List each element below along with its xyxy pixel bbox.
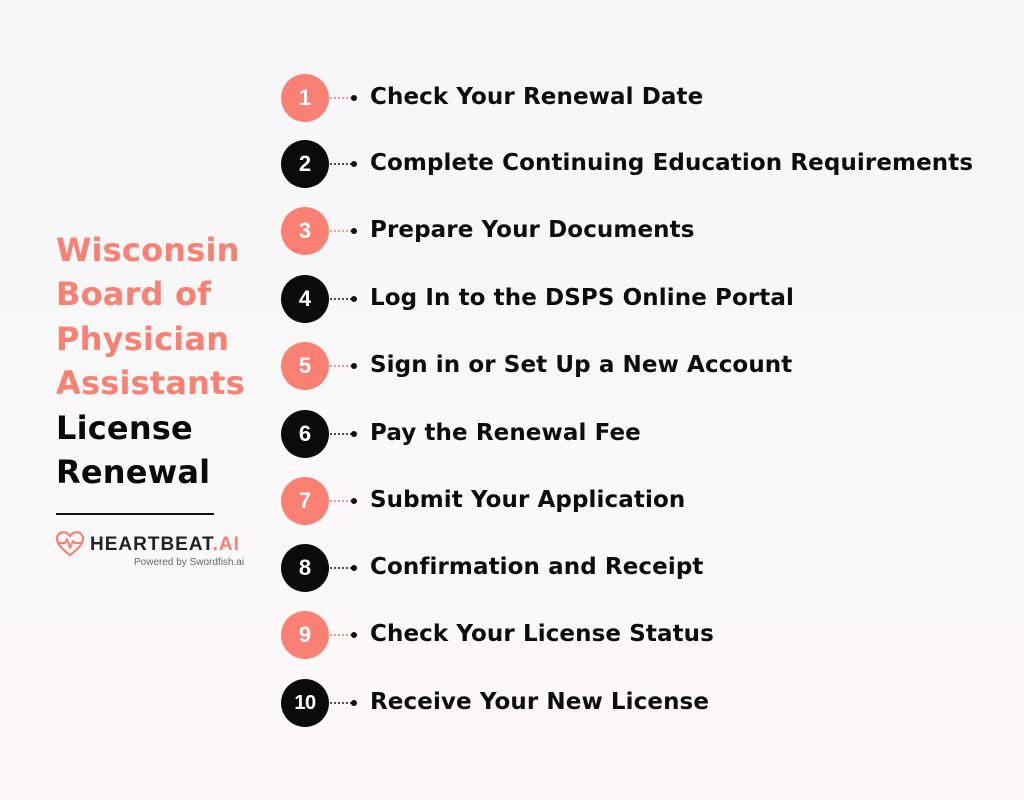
step-3 bbox=[281, 207, 1001, 255]
step-label: Complete Continuing Education Requirements bbox=[370, 150, 974, 176]
connector-endpoint-dot bbox=[351, 228, 357, 234]
step-1 bbox=[281, 74, 1001, 122]
dotted-connector bbox=[329, 365, 353, 367]
title-line-2: Board of bbox=[56, 275, 212, 314]
step-label: Submit Your Application bbox=[370, 487, 686, 513]
connector-endpoint-dot bbox=[351, 700, 357, 706]
title-line-6: Renewal bbox=[56, 453, 211, 492]
step-number-badge: 4 bbox=[281, 275, 329, 323]
step-label: Check Your License Status bbox=[370, 621, 714, 647]
step-6 bbox=[281, 410, 1001, 458]
connector-endpoint-dot bbox=[351, 498, 357, 504]
step-number-badge: 2 bbox=[281, 140, 329, 188]
step-label: Prepare Your Documents bbox=[370, 217, 695, 243]
title-line-1: Wisconsin bbox=[56, 231, 240, 269]
step-number-badge: 8 bbox=[281, 544, 329, 592]
connector-endpoint-dot bbox=[351, 565, 357, 571]
step-number-badge: 3 bbox=[281, 207, 329, 255]
dotted-connector bbox=[329, 702, 353, 704]
dotted-connector bbox=[329, 230, 353, 232]
title-line-4: Assistants bbox=[56, 364, 245, 403]
title-line-5: License bbox=[56, 408, 193, 447]
dotted-connector bbox=[329, 163, 353, 165]
connector-endpoint-dot bbox=[351, 95, 357, 101]
dotted-connector bbox=[329, 500, 353, 502]
step-10 bbox=[281, 679, 1001, 727]
connector-endpoint-dot bbox=[351, 363, 357, 369]
step-9 bbox=[281, 611, 1001, 659]
connector-endpoint-dot bbox=[351, 632, 357, 638]
step-number-badge: 7 bbox=[281, 477, 329, 525]
title-line-3: Physician bbox=[56, 319, 230, 358]
step-number-badge: 9 bbox=[281, 611, 329, 659]
step-5 bbox=[281, 342, 1001, 390]
dotted-connector bbox=[329, 634, 353, 636]
step-label: Receive Your New License bbox=[370, 689, 710, 715]
connector-endpoint-dot bbox=[351, 431, 357, 437]
dotted-connector bbox=[329, 298, 353, 300]
step-label: Sign in or Set Up a New Account bbox=[370, 352, 793, 378]
dotted-connector bbox=[329, 97, 353, 99]
dotted-connector bbox=[329, 567, 353, 569]
connector-endpoint-dot bbox=[351, 296, 357, 302]
step-number-badge: 5 bbox=[281, 342, 329, 390]
step-8 bbox=[281, 544, 1001, 592]
brand-suffix: .AI bbox=[212, 534, 240, 555]
step-2 bbox=[281, 140, 1001, 188]
step-number-badge: 6 bbox=[281, 410, 329, 458]
brand-tagline: Powered by Swordfish.ai bbox=[134, 557, 245, 568]
step-7 bbox=[281, 477, 1001, 525]
step-label: Log In to the DSPS Online Portal bbox=[370, 285, 795, 311]
step-number-badge: 1 bbox=[281, 74, 329, 122]
step-label: Check Your Renewal Date bbox=[370, 84, 704, 110]
step-label: Pay the Renewal Fee bbox=[370, 420, 641, 446]
step-number-badge: 10 bbox=[281, 679, 329, 727]
dotted-connector bbox=[329, 433, 353, 435]
step-4 bbox=[281, 275, 1001, 323]
brand-name: HEARTBEAT bbox=[90, 534, 213, 555]
connector-endpoint-dot bbox=[351, 161, 357, 167]
step-label: Confirmation and Receipt bbox=[370, 554, 704, 580]
